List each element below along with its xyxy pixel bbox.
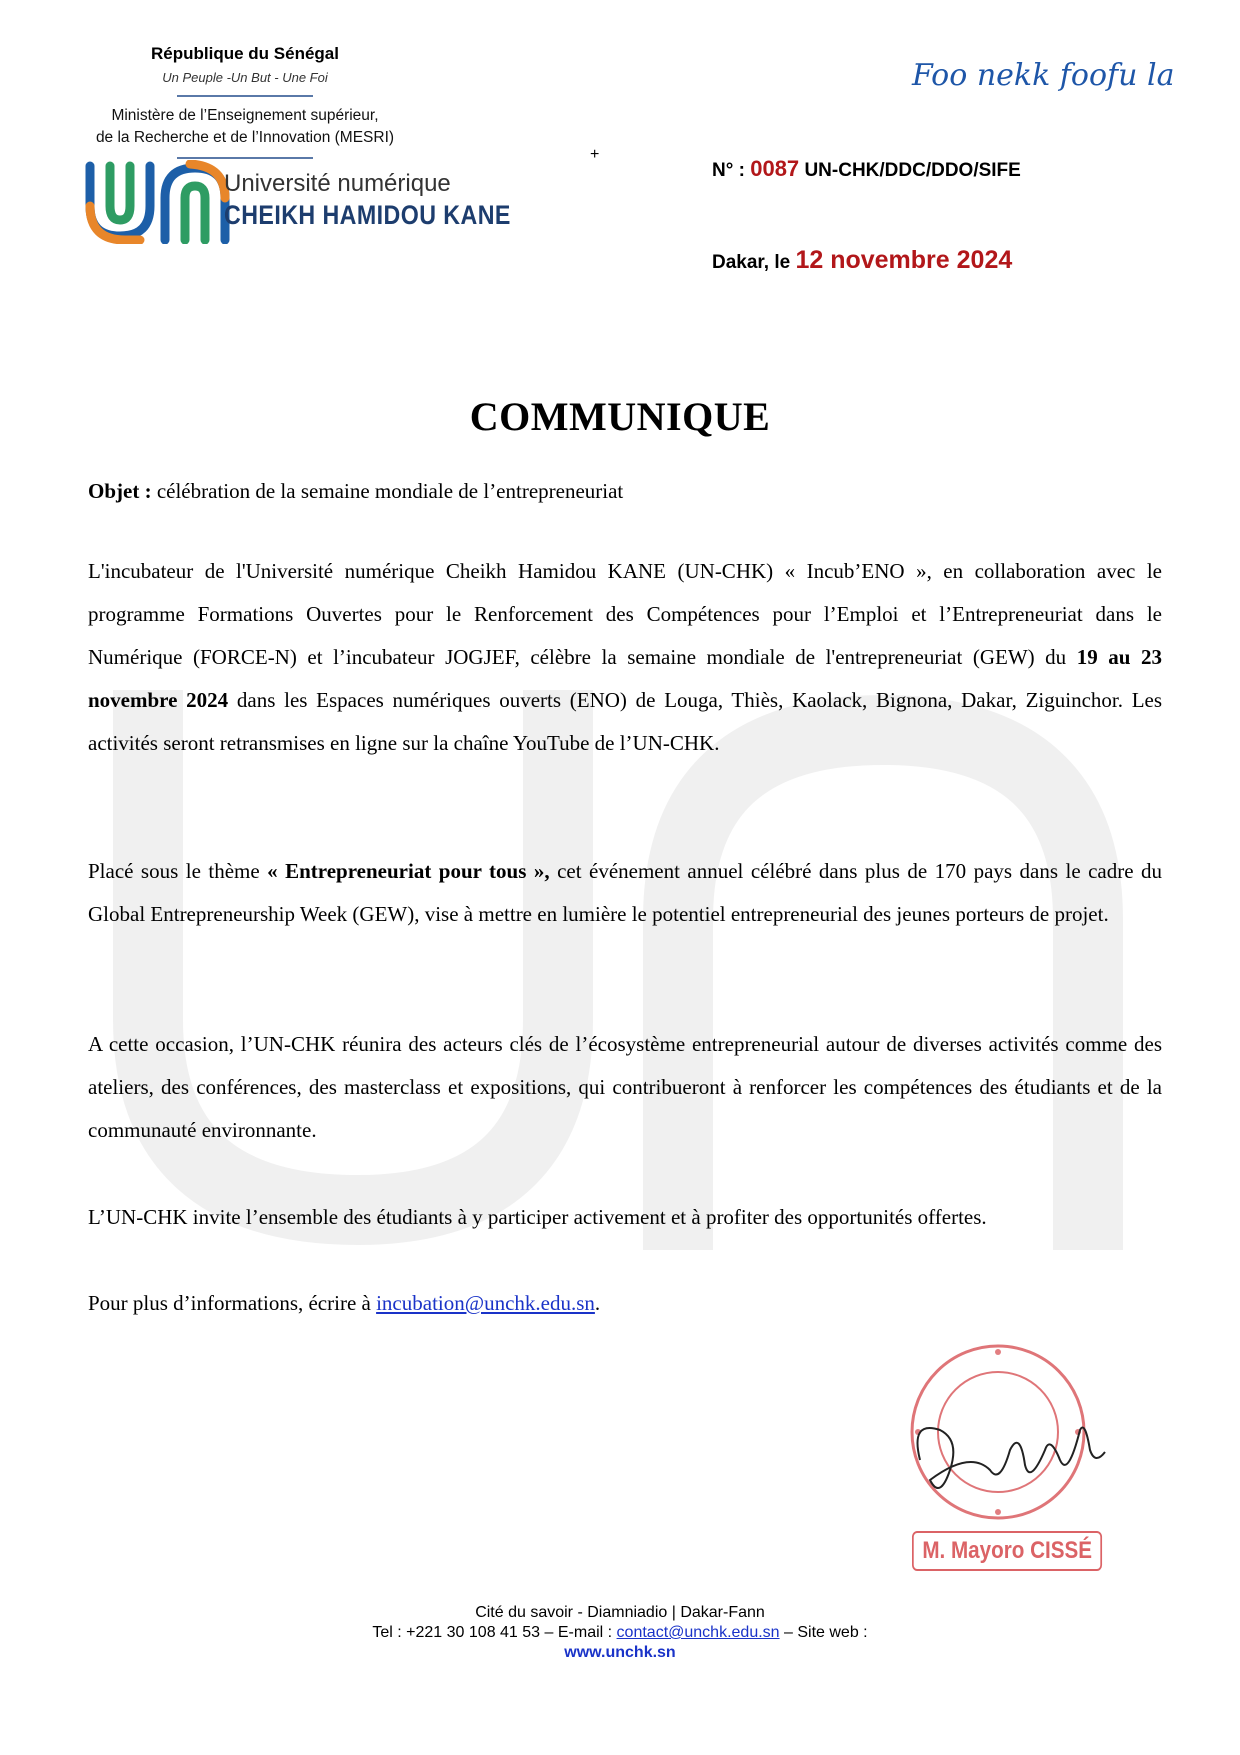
website-link[interactable]: www.unchk.sn xyxy=(564,1644,676,1661)
national-motto: Un Peuple -Un But - Une Foi xyxy=(162,70,328,85)
paragraph-4-text: L’UN-CHK invite l’ensemble des étudiants à y participer activement et à profiter des opportunités offertes. xyxy=(88,1205,987,1229)
divider xyxy=(177,157,313,159)
footer-address: Cité du savoir - Diamniadio | Dakar-Fann xyxy=(475,1604,765,1621)
paragraph-3 xyxy=(88,1023,1162,1152)
university-watermark xyxy=(88,690,1148,1250)
reference-number xyxy=(712,156,1021,182)
footer-site-label: – Site web : xyxy=(784,1624,868,1641)
event-dates: 19 au 23 novembre 2024 xyxy=(88,645,1162,712)
ministry-line-2: de la Recherche et de l’Innovation (MESRI) xyxy=(95,129,395,146)
paragraph-3-text: A cette occasion, l’UN-CHK réunira des acteurs clés de l’écosystème entrepreneurial autour de diverses activités comme des ateliers, des conférences, des masterclass et expositions, qui contribueront à renforcer les compétences des étudiants et de la communauté environnante. xyxy=(88,1032,1162,1142)
date-value: 12 novembre 2024 xyxy=(795,246,1013,274)
handwritten-signature xyxy=(900,1390,1110,1510)
page-footer xyxy=(0,1603,1240,1663)
paragraph-1-text-b: dans les Espaces numériques ouverts (ENO) de Louga, Thiès, Kaolack, Bignona, Dakar, Ziguinchor. Les activités seront retransmises en ligne sur la chaîne YouTube de l’UN-CHK. xyxy=(88,688,1163,755)
paragraph-2-text-a: Placé sous le thème xyxy=(88,859,260,883)
contact-email-link[interactable]: contact@unchk.edu.sn xyxy=(616,1624,780,1641)
paragraph-2 xyxy=(88,850,1162,936)
slogan: Foo nekk foofu la xyxy=(912,58,1175,93)
footer-phone: Tel : +221 30 108 41 53 – E-mail : xyxy=(372,1624,613,1641)
reference-suffix: UN-CHK/DDC/DDO/SIFE xyxy=(804,160,1021,181)
university-name-line-2: CHEIKH HAMIDOU KANE xyxy=(224,200,511,230)
republic-name: République du Sénégal xyxy=(151,44,339,63)
plus-sign: + xyxy=(590,146,600,163)
object-text: célébration de la semaine mondiale de l’entrepreneuriat xyxy=(156,479,624,503)
date-prefix: Dakar, le xyxy=(712,252,791,273)
object-label: Objet : xyxy=(88,479,152,503)
government-header xyxy=(80,44,410,159)
divider xyxy=(177,95,313,97)
reference-prefix: N° : xyxy=(712,160,745,181)
paragraph-5 xyxy=(88,1282,1162,1325)
paragraph-1 xyxy=(88,550,1162,765)
page-title: COMMUNIQUE xyxy=(469,394,771,439)
university-name-line-1: Université numérique xyxy=(224,170,451,197)
event-theme: « Entrepreneuriat pour tous », xyxy=(267,859,550,883)
paragraph-4 xyxy=(88,1196,1162,1239)
signer-name: M. Mayoro CISSÉ xyxy=(912,1531,1102,1571)
paragraph-1-text-a: L'incubateur de l'Université numérique Cheikh Hamidou KANE (UN-CHK) « Incub’ENO », en collaboration avec le programme Formations Ouvertes pour le Renforcement des Compétences pour l’Emploi et l’Entrepreneuriat dans le Numérique (FORCE-N) et l’incubateur JOGJEF, célèbre la semaine mondiale de l'entrepreneuriat (GEW) du xyxy=(88,559,1162,669)
document-date xyxy=(712,246,1012,275)
ministry-line-1: Ministère de l’Enseignement supérieur, xyxy=(111,107,379,124)
reference-number-value: 0087 xyxy=(750,156,800,181)
paragraph-2-text-b: cet événement annuel célébré dans plus de 170 pays dans le cadre du Global Entrepreneurship Week (GEW), vise à mettre en lumière le potentiel entrepreneurial des jeunes porteurs de projet. xyxy=(88,859,1163,926)
footer-contact xyxy=(0,1623,1240,1643)
paragraph-5-end: . xyxy=(594,1291,601,1315)
object-line xyxy=(88,470,1162,513)
incubation-email-link[interactable]: incubation@unchk.edu.sn xyxy=(376,1291,595,1315)
paragraph-5-text: Pour plus d’informations, écrire à xyxy=(88,1291,371,1315)
